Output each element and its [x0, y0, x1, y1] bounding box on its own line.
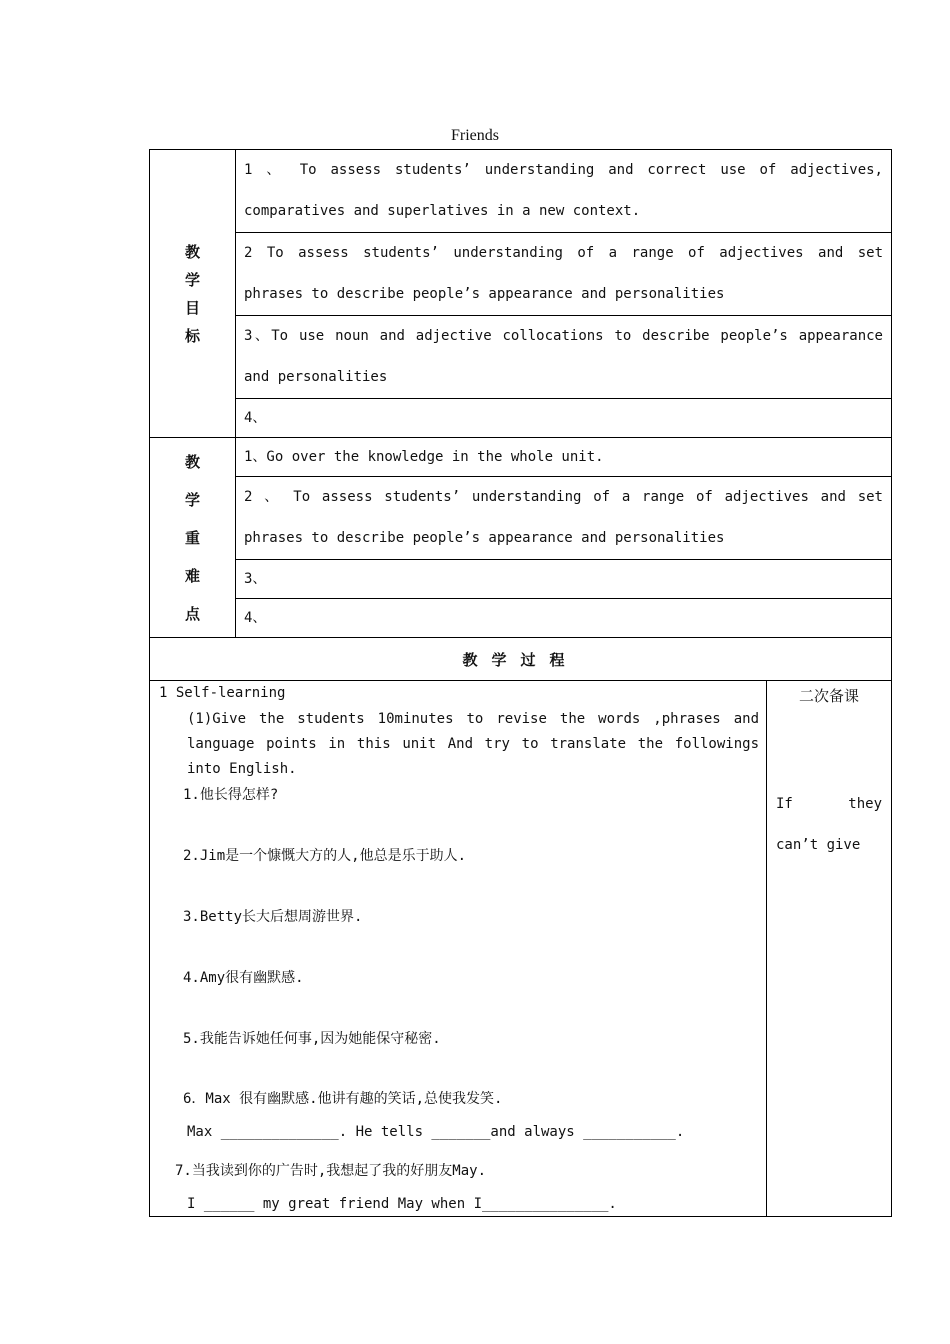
key-points-label: 教 学 重 难 点 [150, 438, 236, 638]
objective-item: 4、 [236, 399, 892, 438]
objective-item: 2 To assess students’ understanding of a range of adjectives and set phrases to describe people’s appearance and personalities [236, 233, 892, 316]
objective-item: 3、To use noun and adjective collocations to describe people’s appearance and personalities [236, 316, 892, 399]
process-content [150, 681, 767, 1217]
key-point-item: 2 、 To assess students’ understanding of a range of adjectives and set phrases to describe people’s appearance and personalities [236, 477, 892, 560]
side-note-word: they [848, 796, 882, 812]
instruction-text: (1)Give the students 10minutes to revise the words ,phrases and language points in this unit And try to translate the followings into English. [187, 711, 759, 777]
objectives-label: 教 学 目 标 [150, 150, 236, 438]
sentence-2: 2.Jim是一个慷慨大方的人,他总是乐于助人. [183, 848, 466, 864]
section-title: 1 Self-learning [159, 685, 286, 701]
sentence-7: 7.当我读到你的广告时,我想起了我的好朋友May. [175, 1163, 486, 1179]
fill-blank-6: Max ______________. He tells _______and always ___________. [187, 1124, 685, 1140]
sentence-5: 5.我能告诉她任何事,因为她能保守秘密. [183, 1031, 441, 1047]
objective-item: 1 、 To assess students’ understanding and correct use of adjectives, comparatives and superlatives in a new context. [236, 150, 892, 233]
key-point-item: 3、 [236, 560, 892, 599]
key-point-item: 4、 [236, 599, 892, 638]
key-point-item: 1、Go over the knowledge in the whole unit. [236, 438, 892, 477]
process-heading: 教学过程 [150, 638, 892, 681]
fill-blank-7: I ______ my great friend May when I_______________. [187, 1196, 617, 1212]
side-note-word: If [776, 796, 793, 812]
sentence-4: 4.Amy很有幽默感. [183, 970, 304, 986]
sentence-6: 6．Max 很有幽默感.他讲有趣的笑话,总使我发笑. [183, 1091, 503, 1107]
sentence-1: 1.他长得怎样? [183, 787, 279, 803]
lesson-plan-table [149, 149, 892, 1217]
side-note-line: can’t give [776, 837, 861, 853]
side-notes [767, 681, 892, 1217]
sentence-3: 3.Betty长大后想周游世界. [183, 909, 363, 925]
side-notes-title: 二次备课 [798, 687, 859, 705]
page-title: Friends [451, 127, 499, 144]
